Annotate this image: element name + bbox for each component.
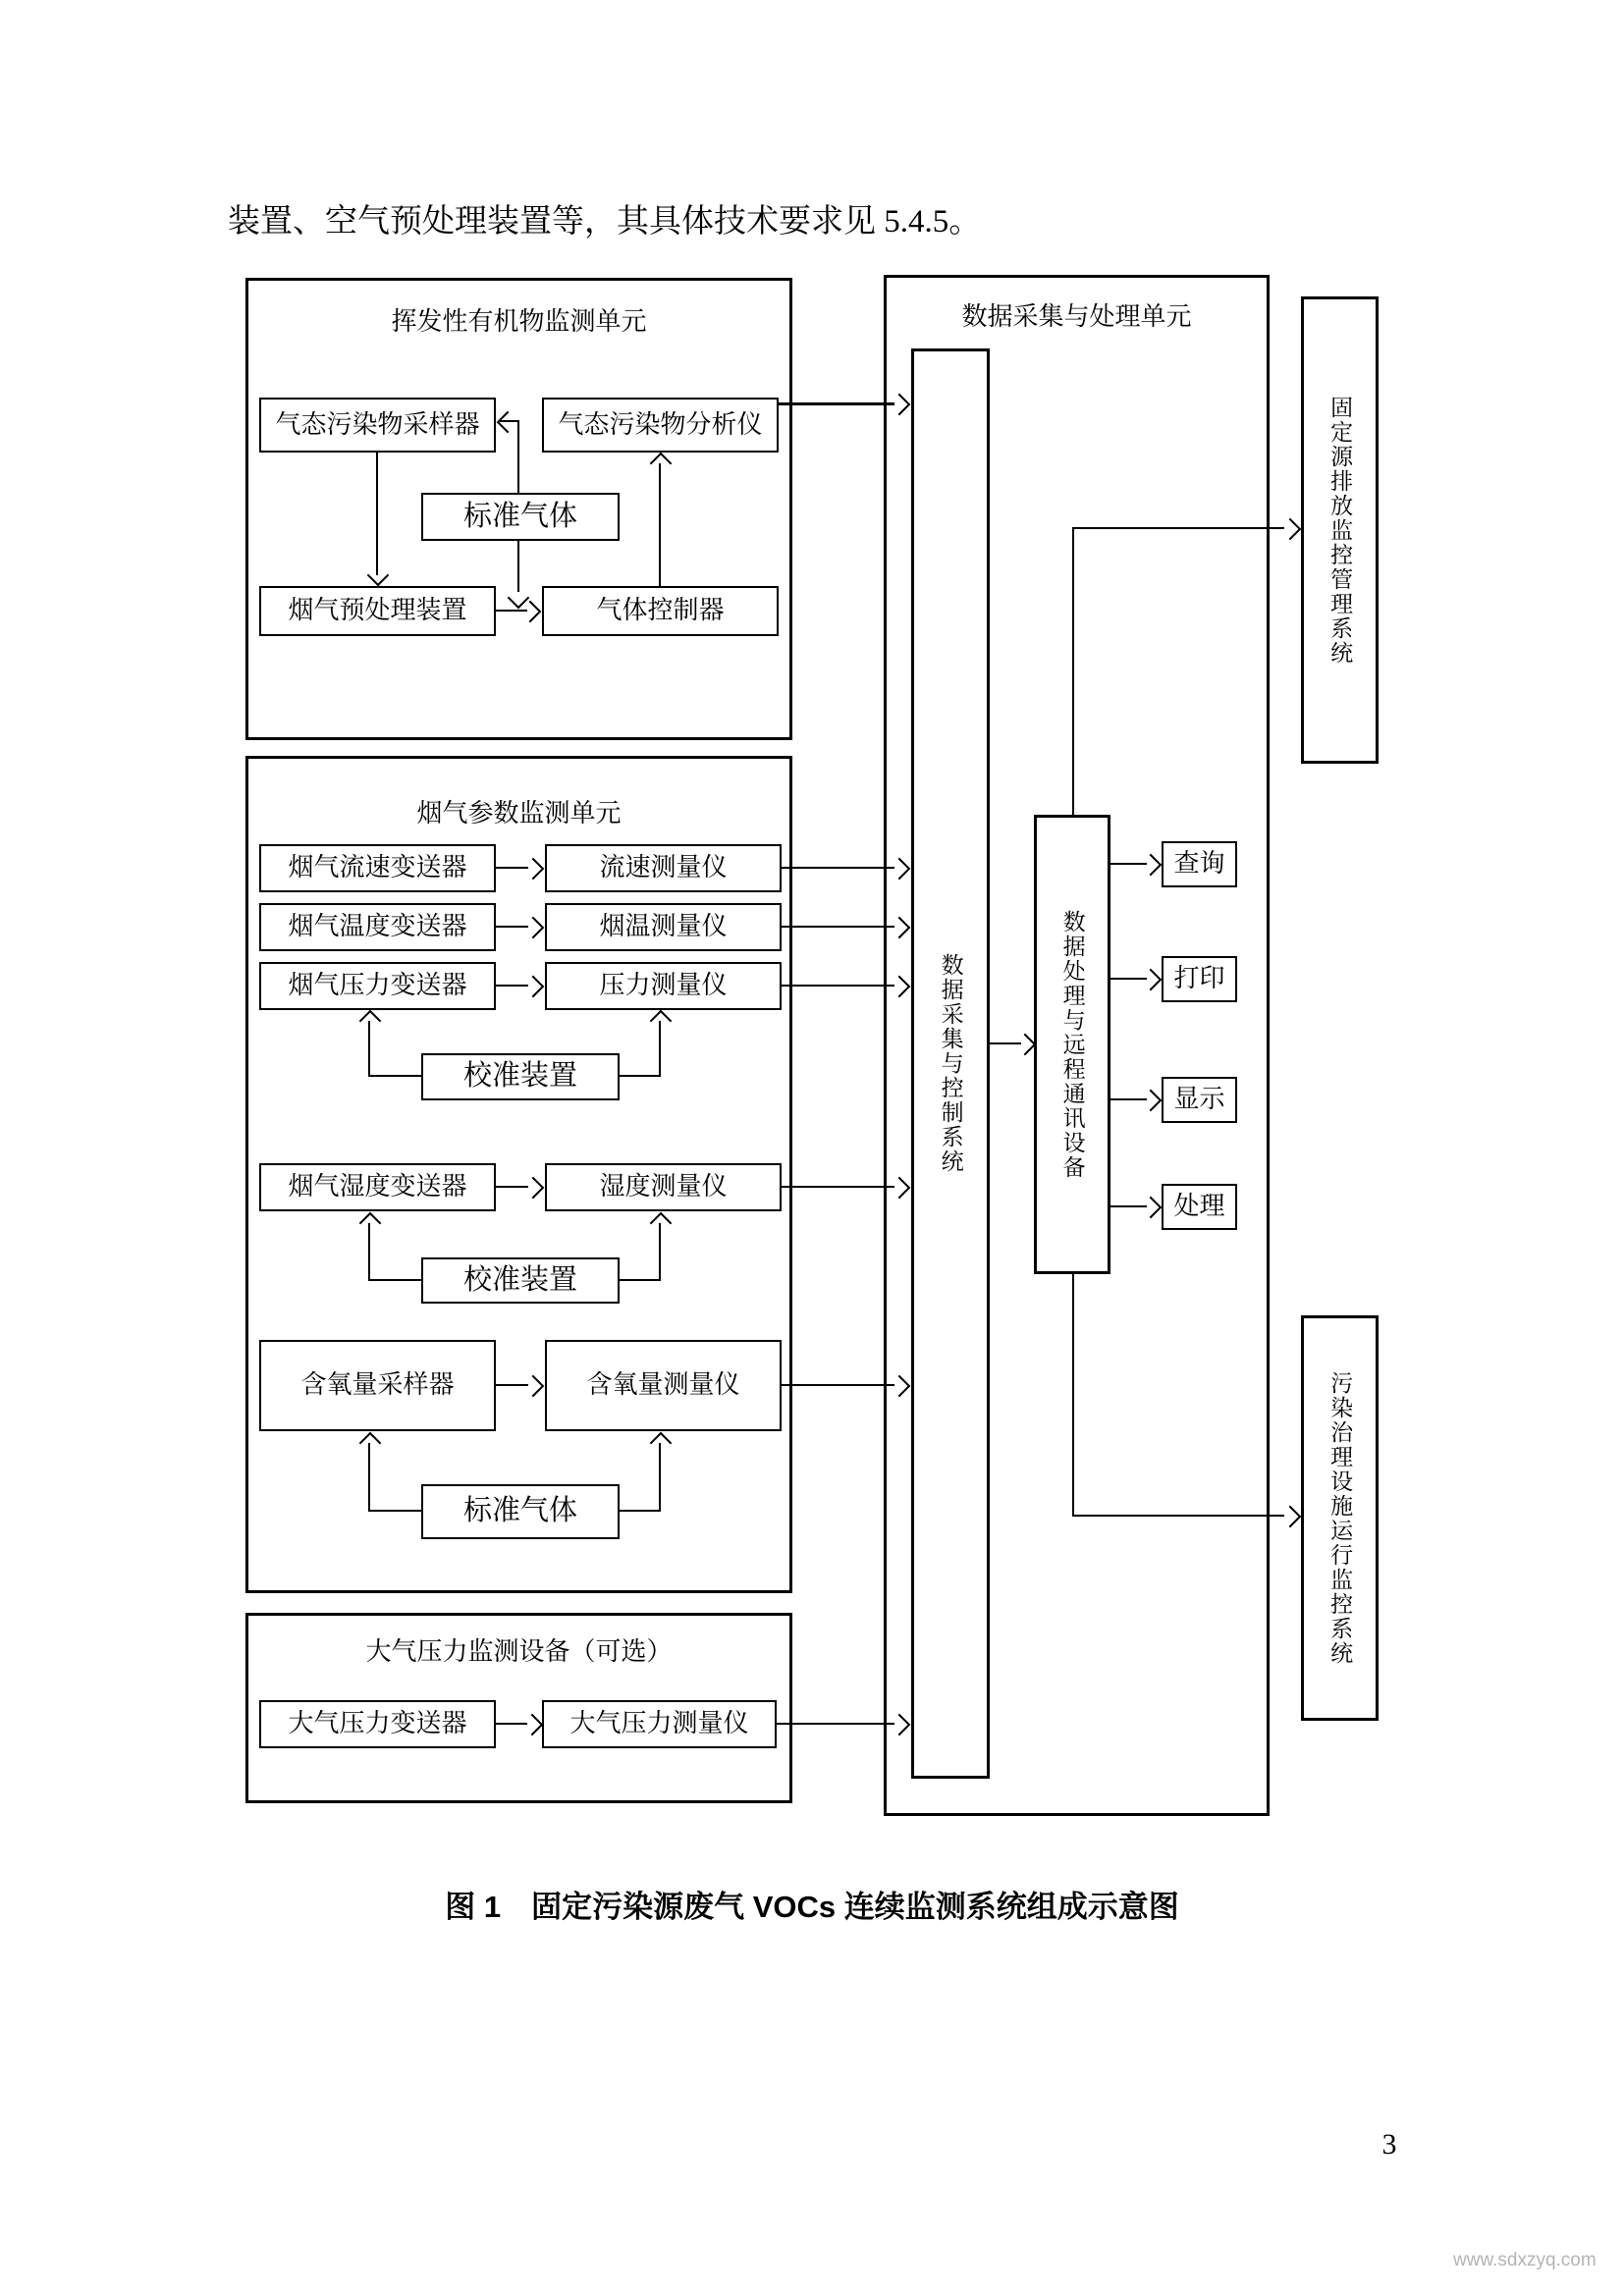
connector-line bbox=[782, 867, 894, 869]
calibration-device-box-1: 校准装置 bbox=[421, 1053, 620, 1100]
acq-control-system-label: 数据采集与控制系统 bbox=[938, 953, 963, 1174]
connector-line bbox=[1072, 1515, 1284, 1517]
temp-transmitter-box: 烟气温度变送器 bbox=[259, 903, 496, 951]
connector-line bbox=[376, 453, 378, 575]
display-box: 显示 bbox=[1162, 1077, 1237, 1123]
gas-controller-box: 气体控制器 bbox=[542, 586, 779, 636]
connector-line bbox=[782, 1384, 894, 1386]
connector-line bbox=[782, 985, 894, 987]
connector-line bbox=[777, 1723, 894, 1725]
flow-meter-box: 流速测量仪 bbox=[545, 844, 782, 892]
fixed-source-system-label: 固定源排放监控管理系统 bbox=[1327, 395, 1353, 666]
baro-transmitter-box: 大气压力变送器 bbox=[259, 1700, 496, 1748]
arrowhead-right bbox=[1279, 518, 1302, 541]
standard-gas-box-1: 标准气体 bbox=[421, 493, 620, 541]
daq-unit-title: 数据采集与处理单元 bbox=[961, 302, 1192, 331]
humidity-transmitter-box: 烟气湿度变送器 bbox=[259, 1163, 496, 1211]
pressure-meter-box: 压力测量仪 bbox=[545, 962, 782, 1010]
page-number: 3 bbox=[1381, 2128, 1397, 2161]
connector-line bbox=[779, 402, 894, 405]
fixed-source-system-box bbox=[1301, 296, 1379, 764]
arrowhead-right bbox=[1279, 1506, 1302, 1528]
pressure-transmitter-box: 烟气压力变送器 bbox=[259, 962, 496, 1010]
connector-line bbox=[368, 1279, 421, 1281]
gaseous-pollutant-sampler-box: 气态污染物采样器 bbox=[259, 398, 496, 453]
connector-line bbox=[620, 1075, 661, 1077]
print-box: 打印 bbox=[1162, 956, 1237, 1002]
connector-line bbox=[368, 1510, 421, 1512]
process-box: 处理 bbox=[1162, 1184, 1237, 1230]
calibration-device-box-2: 校准装置 bbox=[421, 1257, 620, 1304]
connector-line bbox=[1072, 528, 1074, 815]
temp-meter-box: 烟温测量仪 bbox=[545, 903, 782, 951]
watermark: www.sdxzyq.com bbox=[1453, 2250, 1597, 2270]
connector-line bbox=[620, 1510, 661, 1512]
humidity-meter-box: 湿度测量仪 bbox=[545, 1163, 782, 1211]
connector-line bbox=[517, 541, 519, 592]
processing-comm-device-box bbox=[1034, 815, 1110, 1274]
connector-line bbox=[1072, 1274, 1074, 1517]
params-unit-title: 烟气参数监测单元 bbox=[416, 799, 622, 828]
connector-line bbox=[368, 1075, 421, 1077]
query-box: 查询 bbox=[1162, 841, 1237, 887]
pollution-control-system-box bbox=[1301, 1315, 1379, 1721]
connector-line bbox=[659, 463, 661, 586]
gaseous-pollutant-analyzer-box: 气态污染物分析仪 bbox=[542, 398, 779, 453]
oxygen-meter-box: 含氧量测量仪 bbox=[545, 1340, 782, 1431]
processing-comm-device-label: 数据处理与远程通讯设备 bbox=[1059, 909, 1085, 1180]
flue-gas-pretreatment-box: 烟气预处理装置 bbox=[259, 586, 496, 636]
baro-meter-box: 大气压力测量仪 bbox=[542, 1700, 777, 1748]
baro-unit-title: 大气压力监测设备（可选） bbox=[365, 1637, 673, 1666]
body-paragraph: 装置、空气预处理装置等，其具体技术要求见 5.4.5。 bbox=[228, 204, 982, 240]
connector-line bbox=[620, 1279, 661, 1281]
connector-line bbox=[782, 926, 894, 928]
figure-caption: 图 1 固定污染源废气 VOCs 连续监测系统组成示意图 bbox=[445, 1890, 1179, 1924]
oxygen-sampler-box: 含氧量采样器 bbox=[259, 1340, 496, 1431]
pollution-control-system-label: 污染治理设施运行监控系统 bbox=[1327, 1370, 1353, 1666]
connector-line bbox=[517, 421, 519, 493]
standard-gas-box-2: 标准气体 bbox=[421, 1484, 620, 1539]
connector-line bbox=[782, 1186, 894, 1188]
voc-unit-title: 挥发性有机物监测单元 bbox=[391, 307, 647, 336]
flow-transmitter-box: 烟气流速变送器 bbox=[259, 844, 496, 892]
connector-line bbox=[1072, 527, 1284, 529]
acq-control-system-box bbox=[911, 348, 990, 1779]
